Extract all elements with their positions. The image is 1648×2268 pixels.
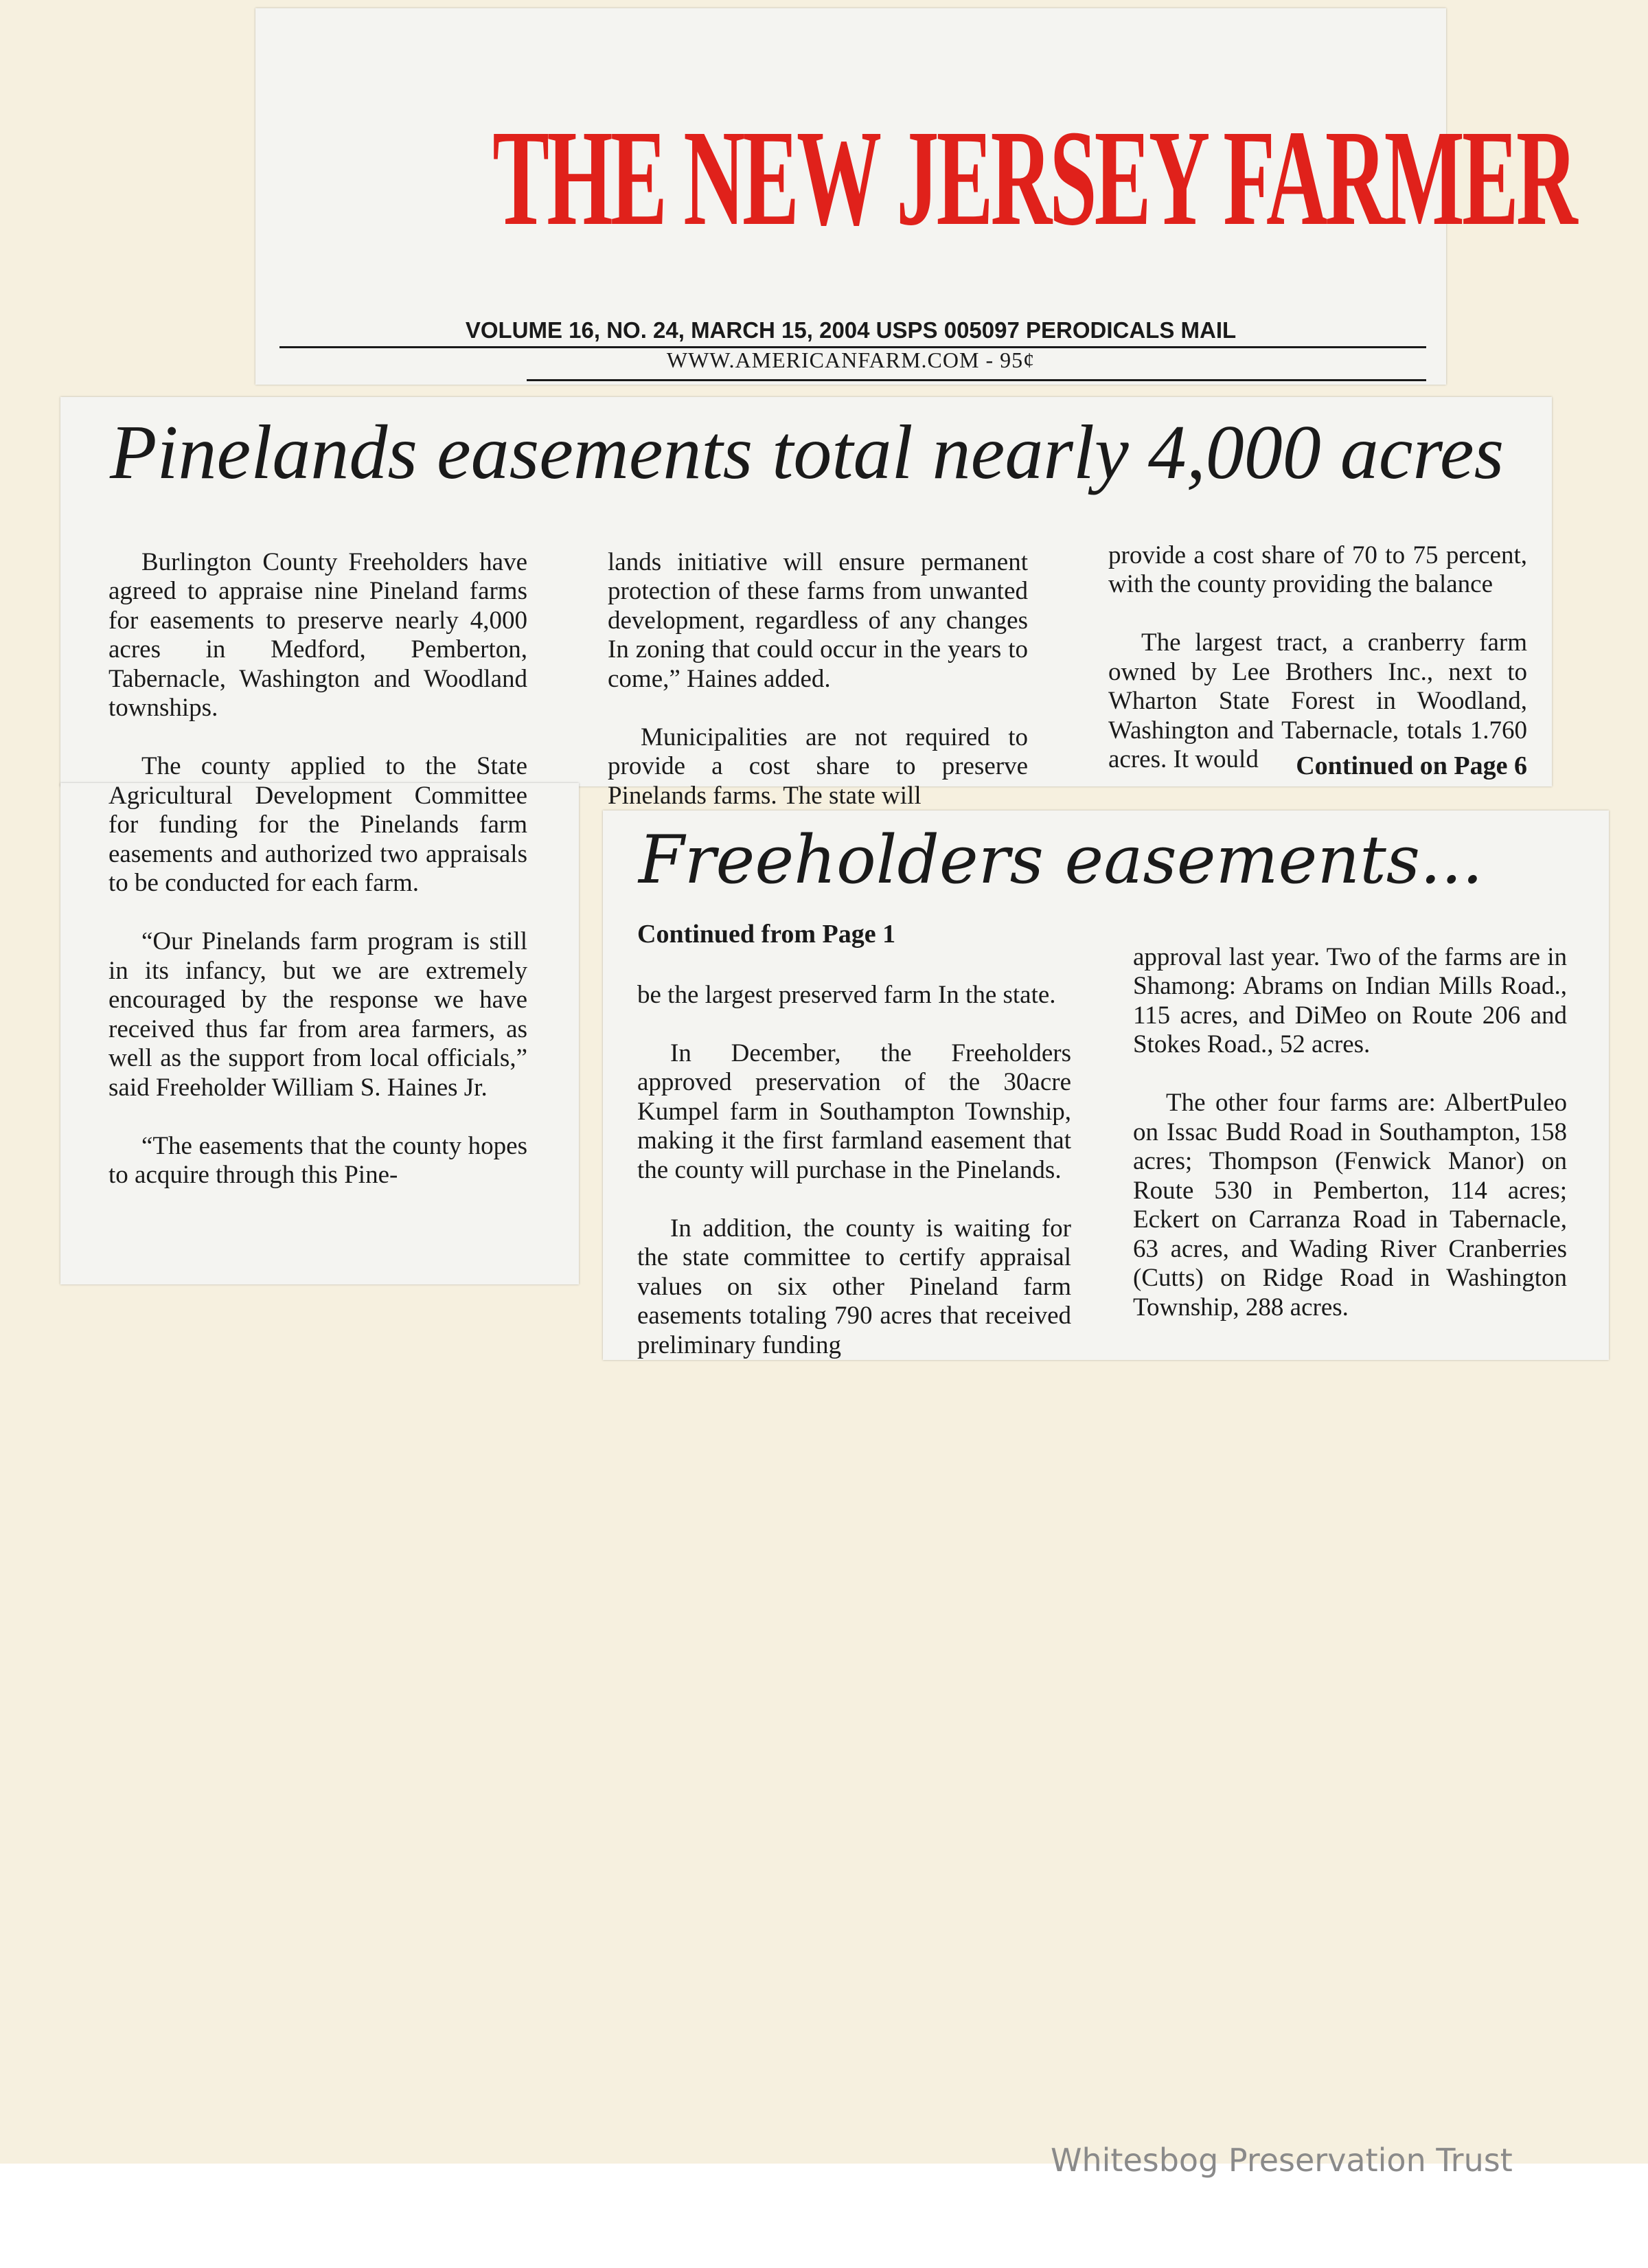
- issue-line: VOLUME 16, NO. 24, MARCH 15, 2004 USPS 005097 PERODICALS MAIL: [465, 317, 1237, 343]
- paragraph: Burlington County Freeholders have agreed to appraise nine Pineland farms for easements to preserve nearly 4,000 acres in Medford, Pemberton, Tabernacle, Washington and Woodland townships.: [108, 547, 527, 722]
- masthead-bottom-rule: [527, 379, 1426, 381]
- paragraph: Municipalities are not required to provide a cost share to preserve Pinelands farms. The state will: [608, 723, 1028, 810]
- article1-column-1: [108, 519, 527, 1219]
- article1-column-2: [608, 519, 1028, 840]
- watermark-text: Whitesbog Preservation Trust: [1051, 2142, 1513, 2179]
- paragraph: The largest tract, a cranberry farm owned by Lee Brothers Inc., next to Wharton State Forest in Woodland, Washington and Tabernacle, totals 1.760 acres. It would: [1108, 628, 1527, 773]
- article2-headline: Freeholders easements...: [639, 821, 1483, 898]
- paragraph: provide a cost share of 70 to 75 percent, with the county providing the balance: [1108, 541, 1527, 598]
- article2-column-1: [637, 951, 1071, 1390]
- paragraph: The county applied to the State Agricultural Development Committee for funding for the Pinelands farm easements and authorized two appraisals to be conducted for each farm.: [108, 752, 527, 897]
- newspaper-title: THE NEW JERSEY FARMER: [492, 102, 1575, 254]
- continued-from-label: Continued from Page 1: [637, 920, 896, 949]
- paragraph: be the largest preserved farm In the state.: [637, 980, 1056, 1009]
- paragraph: “Our Pinelands farm program is still in its infancy, but we are extremely encouraged by the response we have received thus far from area farmers, as well as the support from local officials,” said Freeholder William S. Haines Jr.: [108, 927, 527, 1102]
- paragraph: In December, the Freeholders approved preservation of the 30acre Kumpel farm in Southampton Township, making it the first farmland easement that the county will purchase in the Pinelands.: [637, 1039, 1071, 1184]
- website-line: WWW.AMERICANFARM.COM - 95¢: [666, 348, 1035, 372]
- paragraph: approval last year. Two of the farms are in Shamong: Abrams on Indian Mills Road., 115 acres, and DiMeo on Route 206 and Stokes Road., 52 acres.: [1133, 942, 1567, 1058]
- paragraph: The other four farms are: AlbertPuleo on Issac Budd Road in Southampton, 158 acres; Thompson (Fenwick Manor) on Route 530 in Pemberton, 114 acres; Eckert on Carranza Road in Tabernacle, 63 acres, and Wading River Cranberries (Cutts) on Ridge Road in Washington Township, 288 acres.: [1133, 1089, 1567, 1322]
- paragraph: “The easements that the county hopes to acquire through this Pine-: [108, 1131, 527, 1189]
- article2-column-2: [1133, 914, 1567, 1352]
- article1-headline: Pinelands easements total nearly 4,000 acres: [110, 410, 1504, 495]
- paragraph: lands initiative will ensure permanent protection of these farms from unwanted development, regardless of any changes In zoning that could occur in the years to come,” Haines added.: [608, 547, 1028, 693]
- paragraph: In addition, the county is waiting for the state committee to certify appraisal values on six other Pineland farm easements totaling 790 acres that received preliminary funding: [637, 1214, 1071, 1359]
- continued-on-label: Continued on Page 6: [1296, 751, 1527, 780]
- masthead-clipping: [255, 8, 1575, 385]
